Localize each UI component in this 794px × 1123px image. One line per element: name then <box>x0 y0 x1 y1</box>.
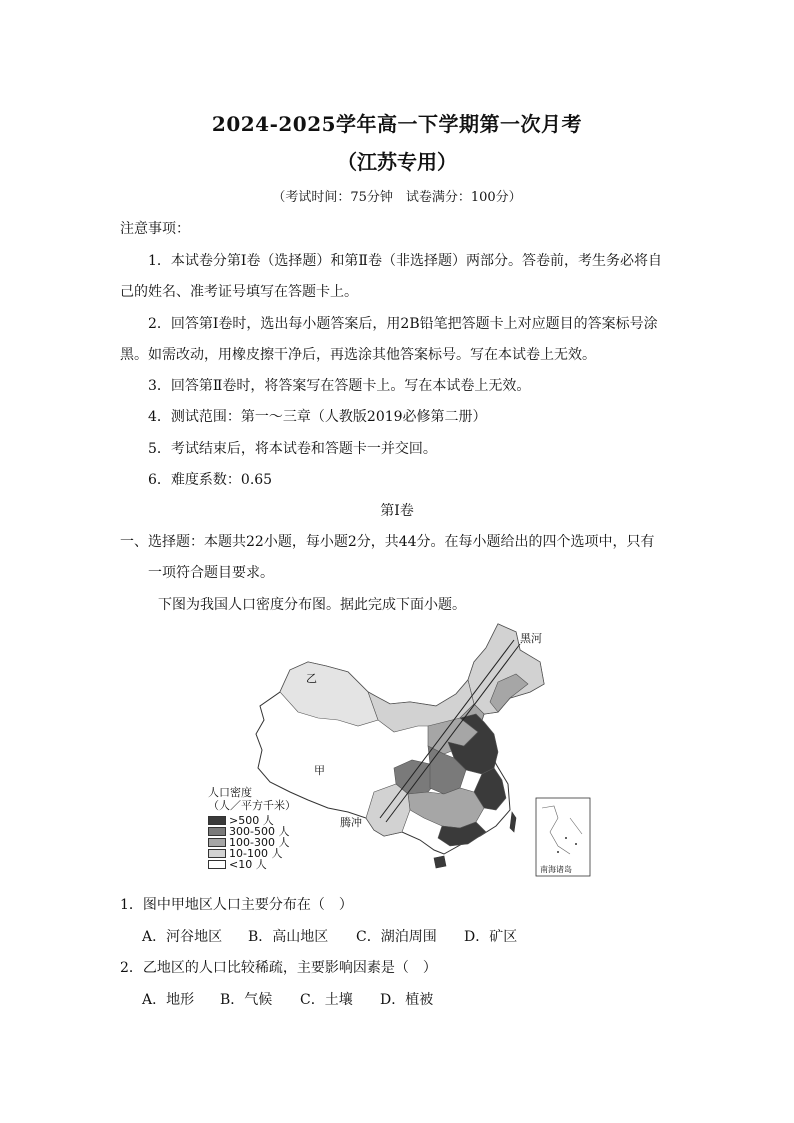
note-item-4: 4．测试范围：第一～三章（人教版2019必修第二册） <box>148 409 487 425</box>
legend-swatch <box>208 849 226 858</box>
question-1-stem: 1．图中甲地区人口主要分布在（ ） <box>120 897 353 913</box>
note-item-6: 6．难度系数：0.65 <box>148 472 273 488</box>
section-instruction-line-1: 一、选择题：本题共22小题，每小题2分，共44分。在每小题给出的四个选项中，只有 <box>120 534 655 550</box>
legend-unit: （人／平方千米） <box>208 799 296 812</box>
map-label-tengchong: 腾冲 <box>340 816 362 829</box>
legend-label: 100-300 人 <box>229 836 290 849</box>
map-label-yi: 乙 <box>306 672 317 685</box>
map-label-jia: 甲 <box>314 764 325 777</box>
question-2-stem: 2．乙地区的人口比较稀疏，主要影响因素是（ ） <box>120 960 437 976</box>
question-2-option-b[interactable]: B．气候 <box>220 992 273 1008</box>
legend-label: 10-100 人 <box>229 847 283 860</box>
note-item-3: 3．回答第Ⅱ卷时，将答案写在答题卡上。写在本试卷上无效。 <box>148 378 531 394</box>
legend-label: 300-500 人 <box>229 825 290 838</box>
question-1-option-a[interactable]: A．河谷地区 <box>142 929 223 945</box>
legend-title: 人口密度 <box>208 786 252 799</box>
question-2-option-c[interactable]: C．土壤 <box>300 992 353 1008</box>
exam-subtitle: （江苏专用） <box>337 150 457 174</box>
note-item-2-line-1: 2．回答第Ⅰ卷时，选出每小题答案后，用2B铅笔把答题卡上对应题目的答案标号涂 <box>148 316 658 332</box>
note-item-1-line-1: 1．本试卷分第Ⅰ卷（选择题）和第Ⅱ卷（非选择题）两部分。答卷前，考生务必将自 <box>148 253 662 269</box>
question-1-option-c[interactable]: C．湖泊周围 <box>356 929 437 945</box>
legend-swatch <box>208 860 226 869</box>
legend-swatch <box>208 838 226 847</box>
inset-label: 南海诸岛 <box>540 865 572 874</box>
note-item-1-line-2: 己的姓名、准考证号填写在答题卡上。 <box>120 284 358 300</box>
section-instruction-line-2: 一项符合题目要求。 <box>148 565 274 581</box>
exam-info: （考试时间：75分钟 试卷满分：100分） <box>272 190 522 205</box>
map-intro: 下图为我国人口密度分布图。据此完成下面小题。 <box>158 597 466 613</box>
question-1-option-b[interactable]: B．高山地区 <box>248 929 329 945</box>
question-2-option-a[interactable]: A．地形 <box>142 992 195 1008</box>
exam-title: 2024-2025学年高一下学期第一次月考 <box>211 112 583 136</box>
map-legend <box>208 786 318 870</box>
question-1-option-d[interactable]: D．矿区 <box>464 929 518 945</box>
note-item-2-line-2: 黑。如需改动，用橡皮擦干净后，再选涂其他答案标号。写在本试卷上无效。 <box>120 347 596 363</box>
note-item-5: 5．考试结束后，将本试卷和答题卡一并交回。 <box>148 441 437 457</box>
map-label-heihe: 黑河 <box>520 632 542 645</box>
legend-swatch <box>208 816 226 825</box>
volume-heading: 第Ⅰ卷 <box>380 503 414 519</box>
notes-heading: 注意事项： <box>120 221 190 237</box>
legend-item <box>208 859 318 870</box>
legend-label: <10 人 <box>229 858 267 871</box>
legend-label: >500 人 <box>229 814 274 827</box>
question-2-option-d[interactable]: D．植被 <box>380 992 434 1008</box>
legend-swatch <box>208 827 226 836</box>
